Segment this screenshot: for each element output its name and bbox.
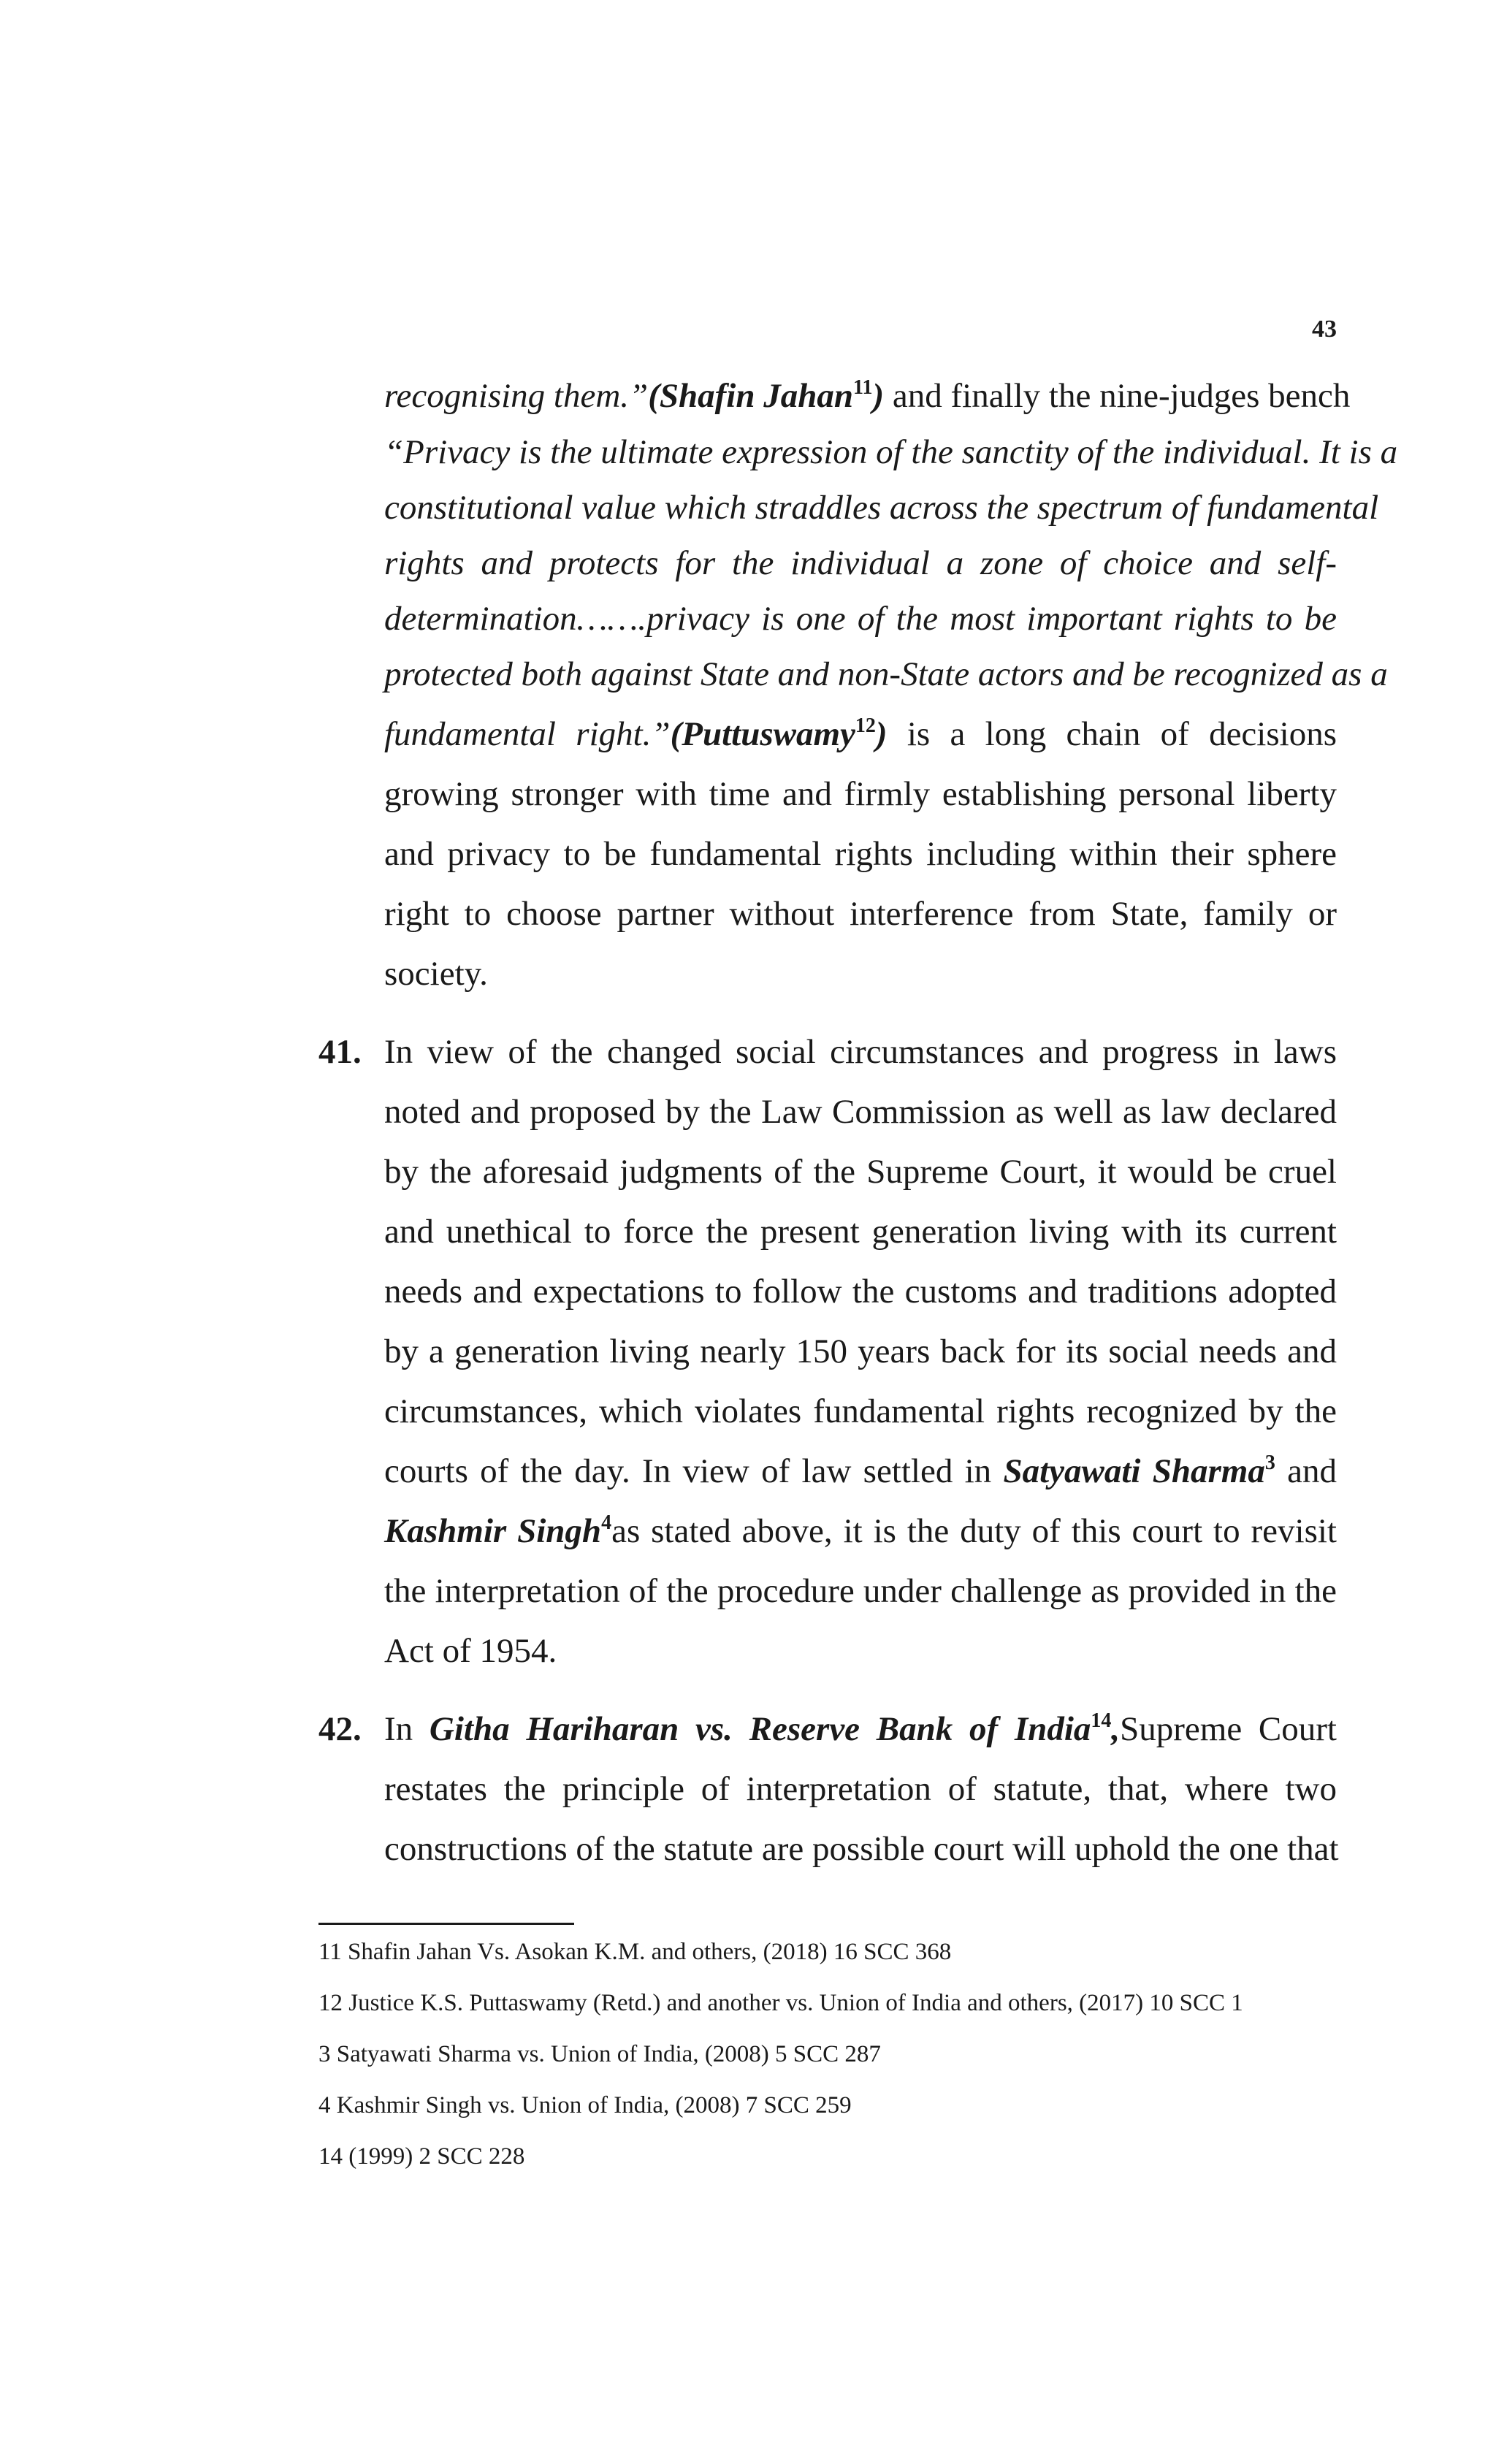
footnote: 11 Shafin Jahan Vs. Asokan K.M. and others, (2018) 16 SCC 368 (318, 1939, 952, 1965)
footnote: 12 Justice K.S. Puttaswamy (Retd.) and another vs. Union of India and others, (2017) 10 SCC 1 (318, 1990, 1243, 2016)
text-line: fundamental right.”(Puttuswamy$^{12}$) is a long chain of decisions (384, 714, 1337, 753)
text-line: Act of 1954. (384, 1632, 557, 1670)
text-line: constructions of the statute are possible court will uphold the one that (384, 1830, 1339, 1868)
footnote-ref: 12 (855, 714, 876, 737)
text-line: needs and expectations to follow the customs and traditions adopted (384, 1273, 1337, 1311)
text-line: In Githa Hariharan vs. Reserve Bank of India$^{14}$,Supreme Court (384, 1709, 1337, 1748)
case-citation-kashmir-singh: Kashmir Singh (384, 1512, 602, 1550)
quoted-text-line: protected both against State and non-State actors and be recognized as a (384, 655, 1388, 693)
text-line: and unethical to force the present generation living with its current (384, 1213, 1337, 1251)
text-line: noted and proposed by the Law Commission as well as law declared (384, 1093, 1337, 1131)
footnote: 4 Kashmir Singh vs. Union of India, (2008) 7 SCC 259 (318, 2092, 852, 2118)
case-citation-githa-hariharan: Githa Hariharan vs. Reserve Bank of India (429, 1710, 1091, 1748)
quoted-text-line: determination…….privacy is one of the most important rights to be (384, 600, 1337, 638)
case-citation-puttuswamy: (Puttuswamy (670, 715, 855, 753)
footnote-ref: 3 (1264, 1452, 1275, 1474)
text-line: right to choose partner without interference from State, family or (384, 895, 1337, 933)
text-line: by a generation living nearly 150 years back for its social needs and (384, 1332, 1337, 1370)
footnote: 14 (1999) 2 SCC 228 (318, 2143, 525, 2170)
paragraph-number: 42. (318, 1710, 362, 1748)
footnote-ref: 4 (601, 1511, 612, 1534)
paragraph-number: 41. (318, 1033, 362, 1071)
text-line: courts of the day. In view of law settled in Satyawati Sharma$^3$ and (384, 1452, 1337, 1490)
footnote-ref: 11 (853, 376, 873, 399)
footnote: 3 Satyawati Sharma vs. Union of India, (2008) 5 SCC 287 (318, 2041, 881, 2067)
text-line: recognising them.”(Shafin Jahan$^{11}$) and finally the nine-judges bench (384, 376, 1351, 415)
text-line: In view of the changed social circumstances and progress in laws (384, 1033, 1337, 1071)
text-line: society. (384, 955, 488, 993)
case-citation-shafin-jahan: (Shafin Jahan (648, 377, 853, 415)
text-line: Kashmir Singh$^4$as stated above, it is the duty of this court to revisit (384, 1511, 1337, 1550)
quoted-text-line: rights and protects for the individual a zone of choice and self- (384, 544, 1337, 582)
text-line: by the aforesaid judgments of the Supreme Court, it would be cruel (384, 1153, 1337, 1191)
case-citation-satyawati-sharma: Satyawati Sharma (1003, 1452, 1265, 1490)
text-line: growing stronger with time and firmly establishing personal liberty (384, 775, 1337, 813)
quoted-text-line: “Privacy is the ultimate expression of the sanctity of the individual. It is a (384, 433, 1398, 471)
text-line: the interpretation of the procedure under challenge as provided in the (384, 1572, 1337, 1610)
page-number: 43 (1312, 316, 1337, 343)
text-line: restates the principle of interpretation of statute, that, where two (384, 1770, 1337, 1808)
text-line: circumstances, which violates fundamental rights recognized by the (384, 1392, 1337, 1430)
footnote-separator (318, 1923, 574, 1925)
text-line: and privacy to be fundamental rights including within their sphere (384, 835, 1337, 873)
footnote-ref: 14 (1091, 1709, 1112, 1732)
quoted-text-line: constitutional value which straddles across the spectrum of fundamental (384, 489, 1379, 527)
